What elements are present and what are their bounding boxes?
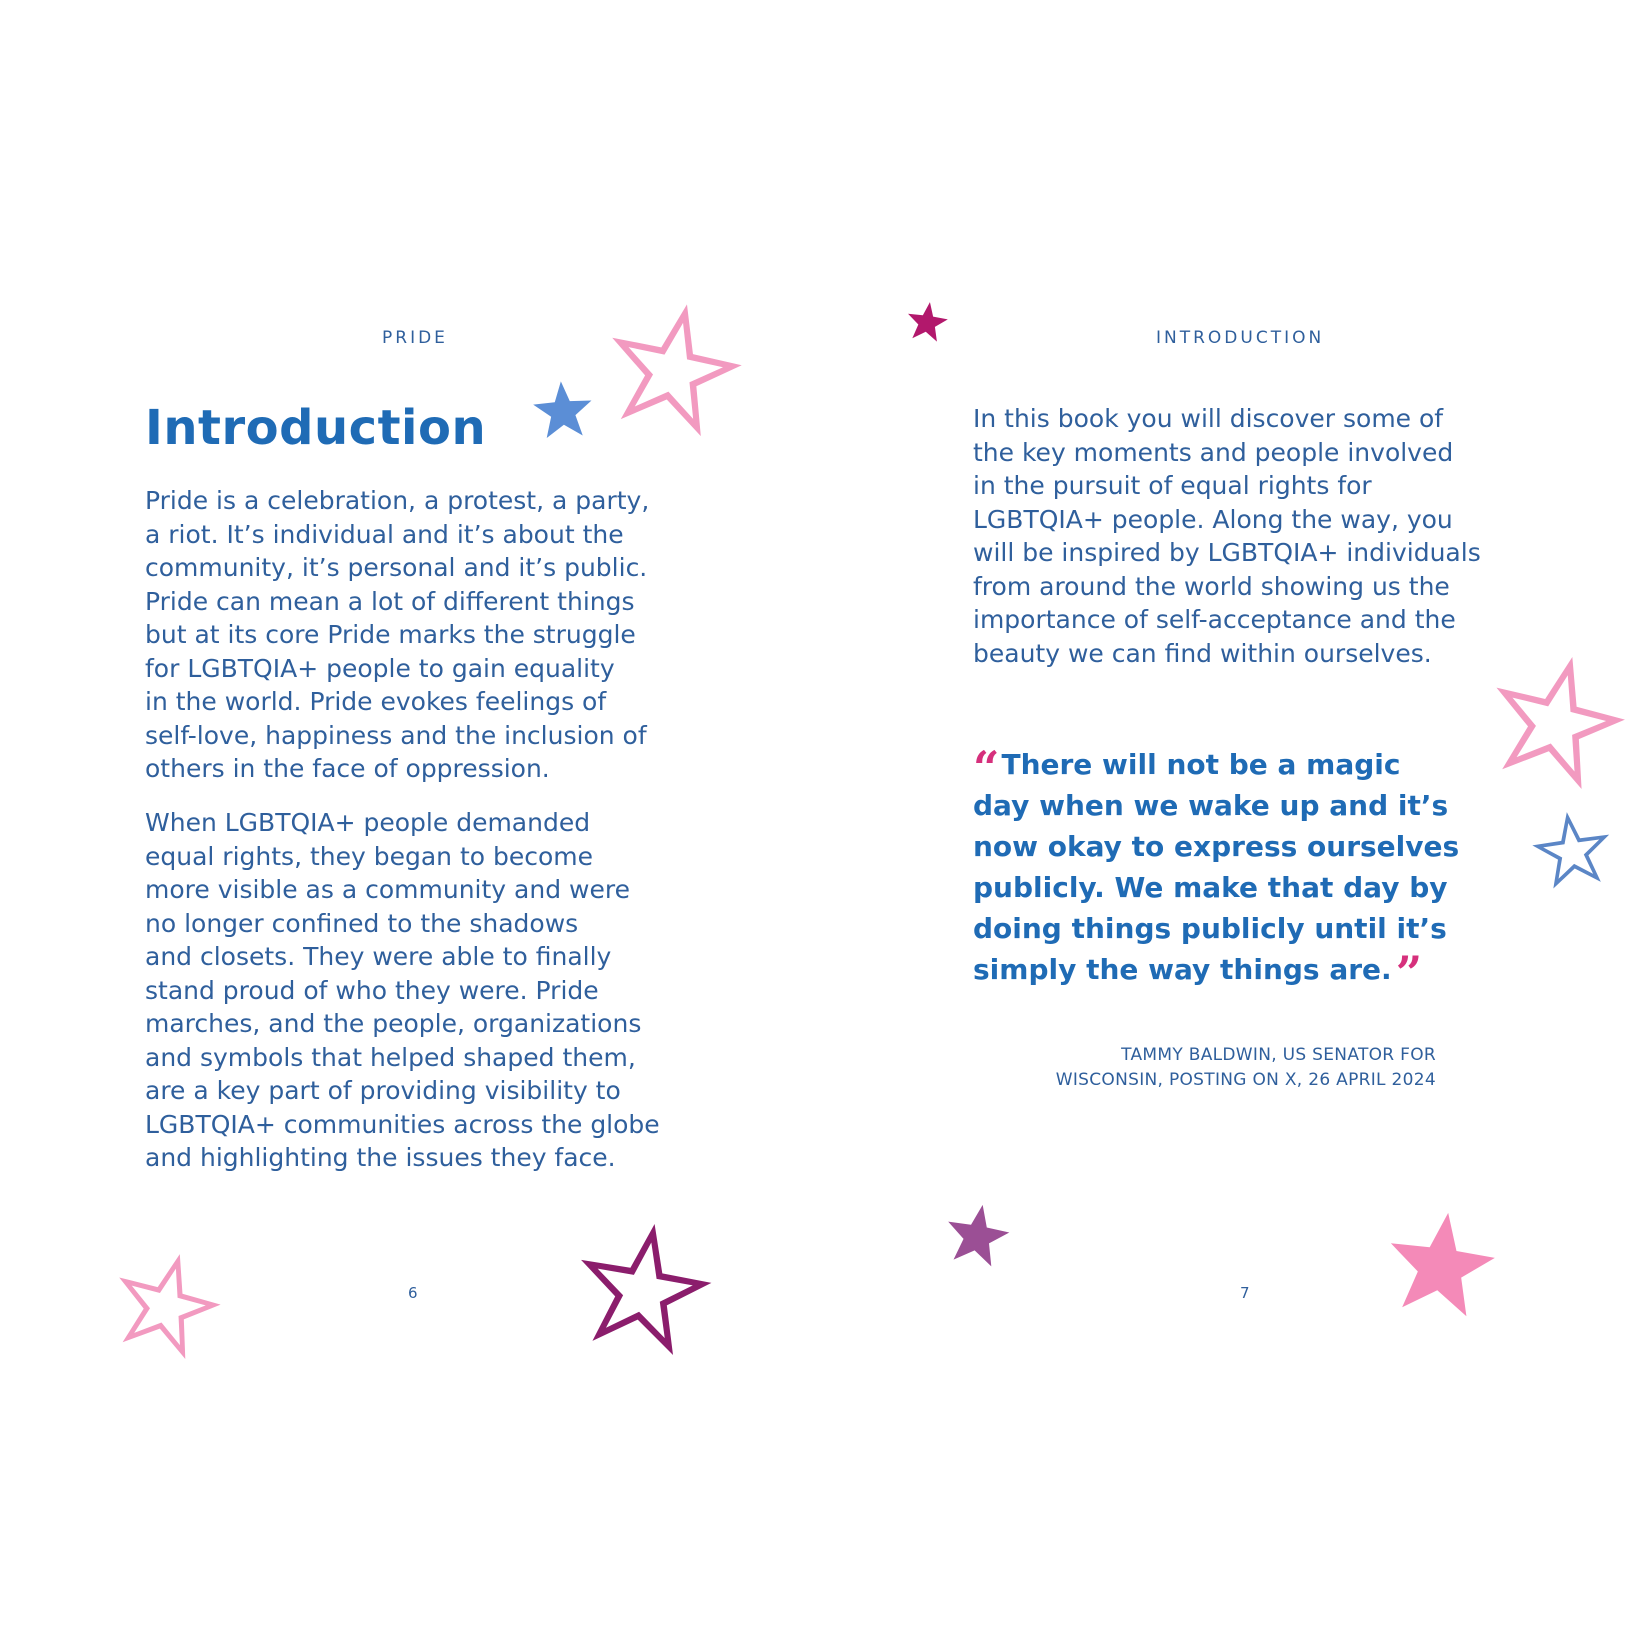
- star-outline-pink-top-icon: [587, 287, 759, 459]
- page-number-right: 7: [1240, 1284, 1250, 1302]
- quote-attribution: TAMMY BALDWIN, US SENATOR FOR WISCONSIN, POSTING ON X, 26 APRIL 2024: [1055, 1045, 1436, 1090]
- page-number-left: 6: [408, 1284, 418, 1302]
- star-solid-pink-bottom-right-icon: [1376, 1203, 1506, 1333]
- star-shape: [1382, 1206, 1500, 1319]
- star-shape: [942, 1199, 1013, 1268]
- close-quote-mark: ”: [1395, 946, 1423, 1000]
- star-shape: [905, 299, 950, 342]
- pull-quote: [973, 741, 1493, 1000]
- star-solid-crimson-top-icon: [902, 298, 952, 348]
- star-solid-mauve-bottom-icon: [938, 1198, 1017, 1277]
- running-head-right: INTRODUCTION: [1156, 328, 1325, 348]
- intro-paragraph-2: When LGBTQIA+ people demanded equal rights, they began to become more visible as a community and were no longer confined to the shadows and closets. They were able to finally stand proud of who they were. Pride marches, and the people, organizations and symbols that helped shaped them, are a key part of providing visibility to LGBTQIA+ communities across the globe and highlighting the issues they face.: [145, 808, 660, 1172]
- running-head-left: PRIDE: [382, 328, 448, 348]
- open-quote-mark: “: [973, 741, 1000, 795]
- star-shape: [532, 379, 594, 439]
- star-outline-magenta-bottom-icon: [559, 1209, 727, 1377]
- intro-paragraph-1: Pride is a celebration, a protest, a party, a riot. It’s individual and it’s about the community, it’s personal and it’s public. Pride can mean a lot of different things but at its core Pride marks the struggle for LGBTQIA+ people to gain equality in the world. Pride evokes feelings of self-love, happiness and the inclusion of others in the face of oppression.: [145, 486, 650, 783]
- star-solid-blue-title-icon: [529, 378, 597, 446]
- page-title: Introduction: [145, 400, 487, 456]
- star-outline-blue-right-icon: [1524, 804, 1620, 900]
- quote-text: There will not be a magic day when we wake up and it’s now okay to express ourselves publicly. We make that day by doing things publicly until it’s simply the way things are.: [973, 748, 1460, 986]
- intro-paragraph-3: In this book you will discover some of the key moments and people involved in the pursuit of equal rights for LGBTQIA+ people. Along the way, you will be inspired by LGBTQIA+ individuals from around the world showing us the importance of self-acceptance and the beauty we can find within ourselves.: [973, 404, 1481, 668]
